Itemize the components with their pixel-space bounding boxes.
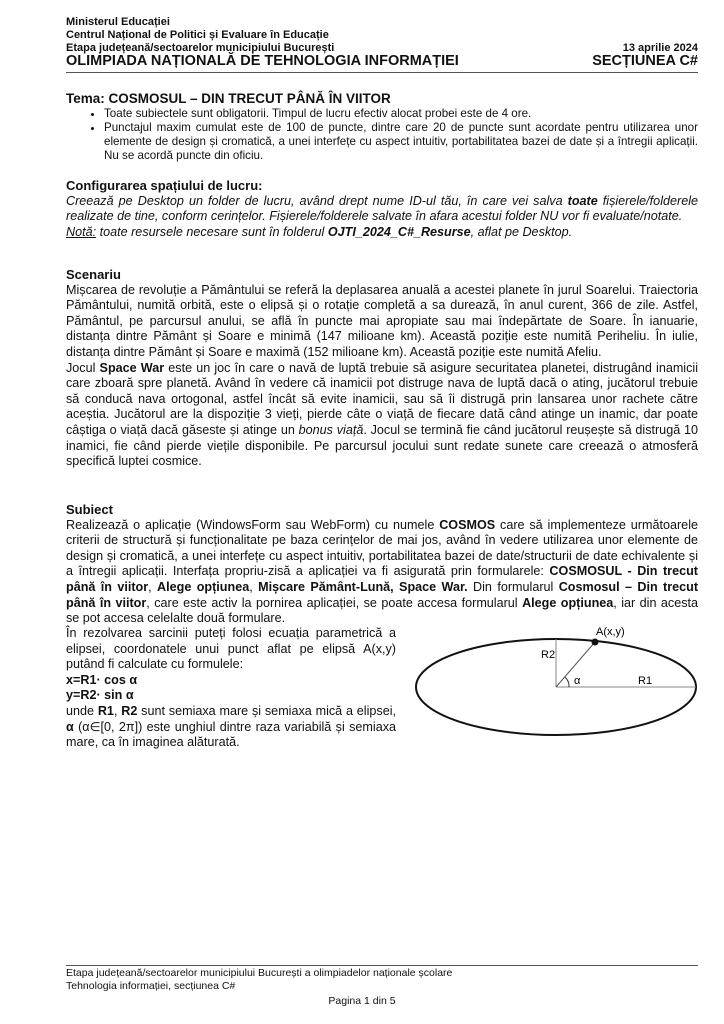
ellipse-intro: În rezolvarea sarcinii puteți folosi ecuația parametrică a elipsei, coordonatele unui punct aflat pe elipsă A(x,y) putând fi calculate cu formulele: (66, 626, 396, 672)
text: Din formularul (467, 579, 559, 594)
page-number: Pagina 1 din 5 (328, 995, 396, 1007)
text: toate resursele necesare sunt în folderul (96, 224, 328, 239)
stage-name: Etapa județeană/sectoarelor municipiului București (66, 42, 335, 54)
exam-date: 13 aprilie 2024 (622, 42, 698, 54)
point-a-marker (592, 639, 599, 646)
scenario-paragraph: Mișcarea de revoluție a Pământului se referă la deplasarea anuală a acestei planete în jurul Soarelui. Traiectoria Pământului, numită orbită, este o elipsă și o rotație completă a sa durează, în anul curent, 366 de zile. Astfel, Pământul, pe parcursul anului, se află în puncte mai apropiate sau mai îndepărtate de Soare. În ianuarie, distanța dintre Pământ și Soare e minimă (147 milioane km). Această poziție este numită Periheliu. În iulie, distanța dintre Pământ și Soare e maximă (152 milioane km). Această poziție este numită Afeliu. (66, 282, 698, 359)
text: este un joc în care o navă de luptă trebuie să asigure securitatea planetei, distrugând inamicii care zboară spre planetă. Având în vedere că inamicii pot distruge nava de luptă dacă o ating, jucătorul trebuie să conducă nava ortogonal, astfel încât să evite inamicii, sau să îi distrugă prin lansarea unor rachete către aceștia. Jucătorul are la dispoziție 3 vieți, pierde câte o viață de fiecare dată când atinge un inamic, dar poate câștiga o viață dacă găseste și atinge un (66, 360, 699, 437)
game-name: Space War (99, 360, 165, 375)
resource-folder: OJTI_2024_C#_Resurse (327, 224, 471, 239)
olympiad-title: OLIMPIADA NAȚIONALĂ DE TEHNOLOGIA INFORMAȚIEI (66, 53, 459, 69)
bonus-term: bonus viață (298, 422, 364, 437)
footer-divider (66, 965, 698, 966)
scenario-heading: Scenariu (66, 267, 121, 282)
header-divider (66, 72, 698, 73)
footer-line1: Etapa județeană/sectoarelor municipiului București a olimpiadelor naționale școlare (66, 967, 453, 979)
text: , care este activ la pornirea aplicației, se poate accesa formularul (146, 595, 523, 610)
text: care să implementeze următoarele criterii de structură și funcționalitate pe baza cerințelor de mai jos, având în vedere utilizarea unor elemente de design și cromatică, a unei interfețe cu aspect intuitiv, portabilitatea bazei de date/structurii de date echivalente și a întregii aplicații. Interfața propriu-zisă a aplicației va fi asigurată prin formularele: (66, 517, 698, 579)
text: unde (66, 703, 98, 718)
section-title: SECȚIUNEA C# (592, 53, 698, 69)
footer (66, 967, 452, 993)
subject-block (66, 502, 698, 627)
r1-label: R1 (638, 675, 653, 687)
formula-x: x=R1· cos α (66, 672, 138, 687)
text: Jocul (66, 360, 100, 375)
header-right (66, 42, 698, 68)
form-name: Alege opțiunea (157, 579, 250, 594)
text: , iar din acesta se pot accesa celelalte două formulare. (66, 595, 699, 626)
r2-label: R2 (541, 649, 556, 661)
form-name: COSMOSUL - Din trecut până în viitor (66, 564, 698, 594)
workspace-heading: Configurarea spațiului de lucru: (66, 178, 263, 193)
rule-item: • Punctajul maxim cumulat este de 100 de puncte, dintre care 20 de puncte sunt acordate pentru utilizarea unor elemente de design și cromatică, a unei interfețe cu aspect intuitiv, portabilitatea bazei de date și a întregii aplicații. Nu se acordă puncte din oficiu. (104, 121, 698, 163)
emphasis: toate (567, 193, 598, 208)
text: , (249, 579, 259, 594)
form-name: Mișcare Pământ-Lună, Space War. (258, 579, 468, 594)
form-name: Cosmosul – Din trecut până în viitor (66, 579, 699, 610)
text: fișierele/folderele realizate de tine, conform cerințelor. Fișierele/folderele salvate în afara acestui folder NU vor fi evaluate/notate. (66, 193, 698, 224)
subject-paragraph (66, 518, 698, 627)
subject-heading: Subiect (66, 502, 113, 517)
rules-list (66, 107, 698, 163)
text: , aflat pe Desktop. (470, 224, 573, 239)
ellipse-legend (66, 704, 396, 751)
note-label: Notă: (66, 224, 97, 239)
workspace-text (66, 194, 698, 225)
alpha-term: α (66, 719, 74, 734)
center-name: Centrul Național de Politici și Evaluare în Educație (66, 29, 329, 41)
workspace-note (66, 225, 698, 241)
ellipse-explanation (66, 626, 396, 751)
app-name: COSMOS (439, 517, 496, 532)
text: . Jocul se termină fie când jucătorul reușește să distrugă 10 inamici, fie când pierde viețile disponibile. Pe parcursul jocului sunt redate sunete care creează o atmosferă specifică luptei cosmice. (66, 422, 698, 469)
ministry-name: Ministerul Educației (66, 16, 170, 28)
workspace-block (66, 178, 698, 240)
alpha-label: α (574, 675, 581, 687)
rule-item: • Toate subiectele sunt obligatorii. Timpul de lucru efectiv alocat probei este de 4 ore. (104, 107, 698, 121)
scenario-block (66, 267, 698, 470)
game-paragraph (66, 361, 698, 470)
text: Creează pe Desktop un folder de lucru, având drept nume ID-ul tău, în care vei salva (66, 193, 568, 208)
point-a-label: A(x,y) (596, 626, 625, 638)
r1-term: R1 (97, 703, 114, 718)
text: Realizează o aplicație (WindowsForm sau WebForm) cu numele (66, 517, 440, 532)
text: sunt semiaxa mare și semiaxa mică a elipsei, (137, 703, 397, 718)
theme-title: Tema: COSMOSUL – DIN TRECUT PÂNĂ ÎN VIITOR (66, 91, 391, 106)
theme-block (66, 91, 698, 163)
formula-y: y=R2· sin α (66, 688, 134, 703)
text: (α∈[0, 2π]) este unghiul dintre raza variabilă și semiaxa mare, ca în imaginea alăturată. (66, 719, 396, 750)
angle-arc (565, 677, 569, 687)
footer-line2: Tehnologia informației, secțiunea C# (66, 980, 236, 992)
r2-term: R2 (121, 703, 138, 718)
ellipse-diagram (410, 620, 710, 745)
text: , (148, 579, 158, 594)
form-name: Alege opțiunea (522, 595, 614, 610)
text: , (113, 703, 122, 718)
